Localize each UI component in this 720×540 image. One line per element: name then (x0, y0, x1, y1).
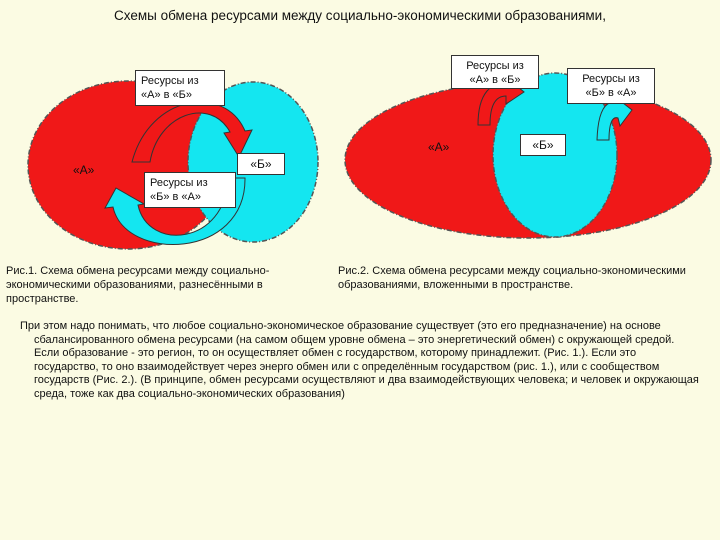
fig1-box-a-to-b: Ресурсы из «А» в «Б» (135, 70, 225, 106)
fig2-label-a: «А» (428, 140, 450, 154)
fig2-label-b: «Б» (520, 134, 566, 156)
fig1-label-a: «А» (73, 163, 95, 177)
fig2-box-b-to-a: Ресурсы из «Б» в «А» (567, 68, 655, 104)
fig1-box-b-to-a: Ресурсы из «Б» в «А» (144, 172, 236, 208)
fig1-label-b: «Б» (237, 153, 285, 175)
fig2-caption: Рис.2. Схема обмена ресурсами между социально-экономическими образованиями, вложенными в пространстве. (338, 265, 686, 291)
page-title: Схемы обмена ресурсами между социально-экономическими образованиями, (114, 8, 606, 23)
body-paragraph: При этом надо понимать, что любое социально-экономическое образование существует (это его предназначение) на основе сбалансированного обмена ресурсами (на самом общем уровне обмена – это энергетический обмен) с окружающей средой. Если образование - это регион, то он осуществляет обмен с государством, которому принадлежит. (Рис. 1.). Если это государство, то оно взаимодействует через энерго обмен или с определённым государством (рис. 1.), или с сообществом государств (Рис. 2.). (В принципе, обмен ресурсами осуществляют и два взаимодействующих человека; и человек и окружающая среда, тоже как два социально-экономических образования) (20, 320, 699, 400)
fig1-caption: Рис.1. Схема обмена ресурсами между социально-экономическими образованиями, разнесёнными в пространстве. (6, 265, 270, 305)
fig2-box-a-to-b: Ресурсы из «А» в «Б» (451, 55, 539, 89)
